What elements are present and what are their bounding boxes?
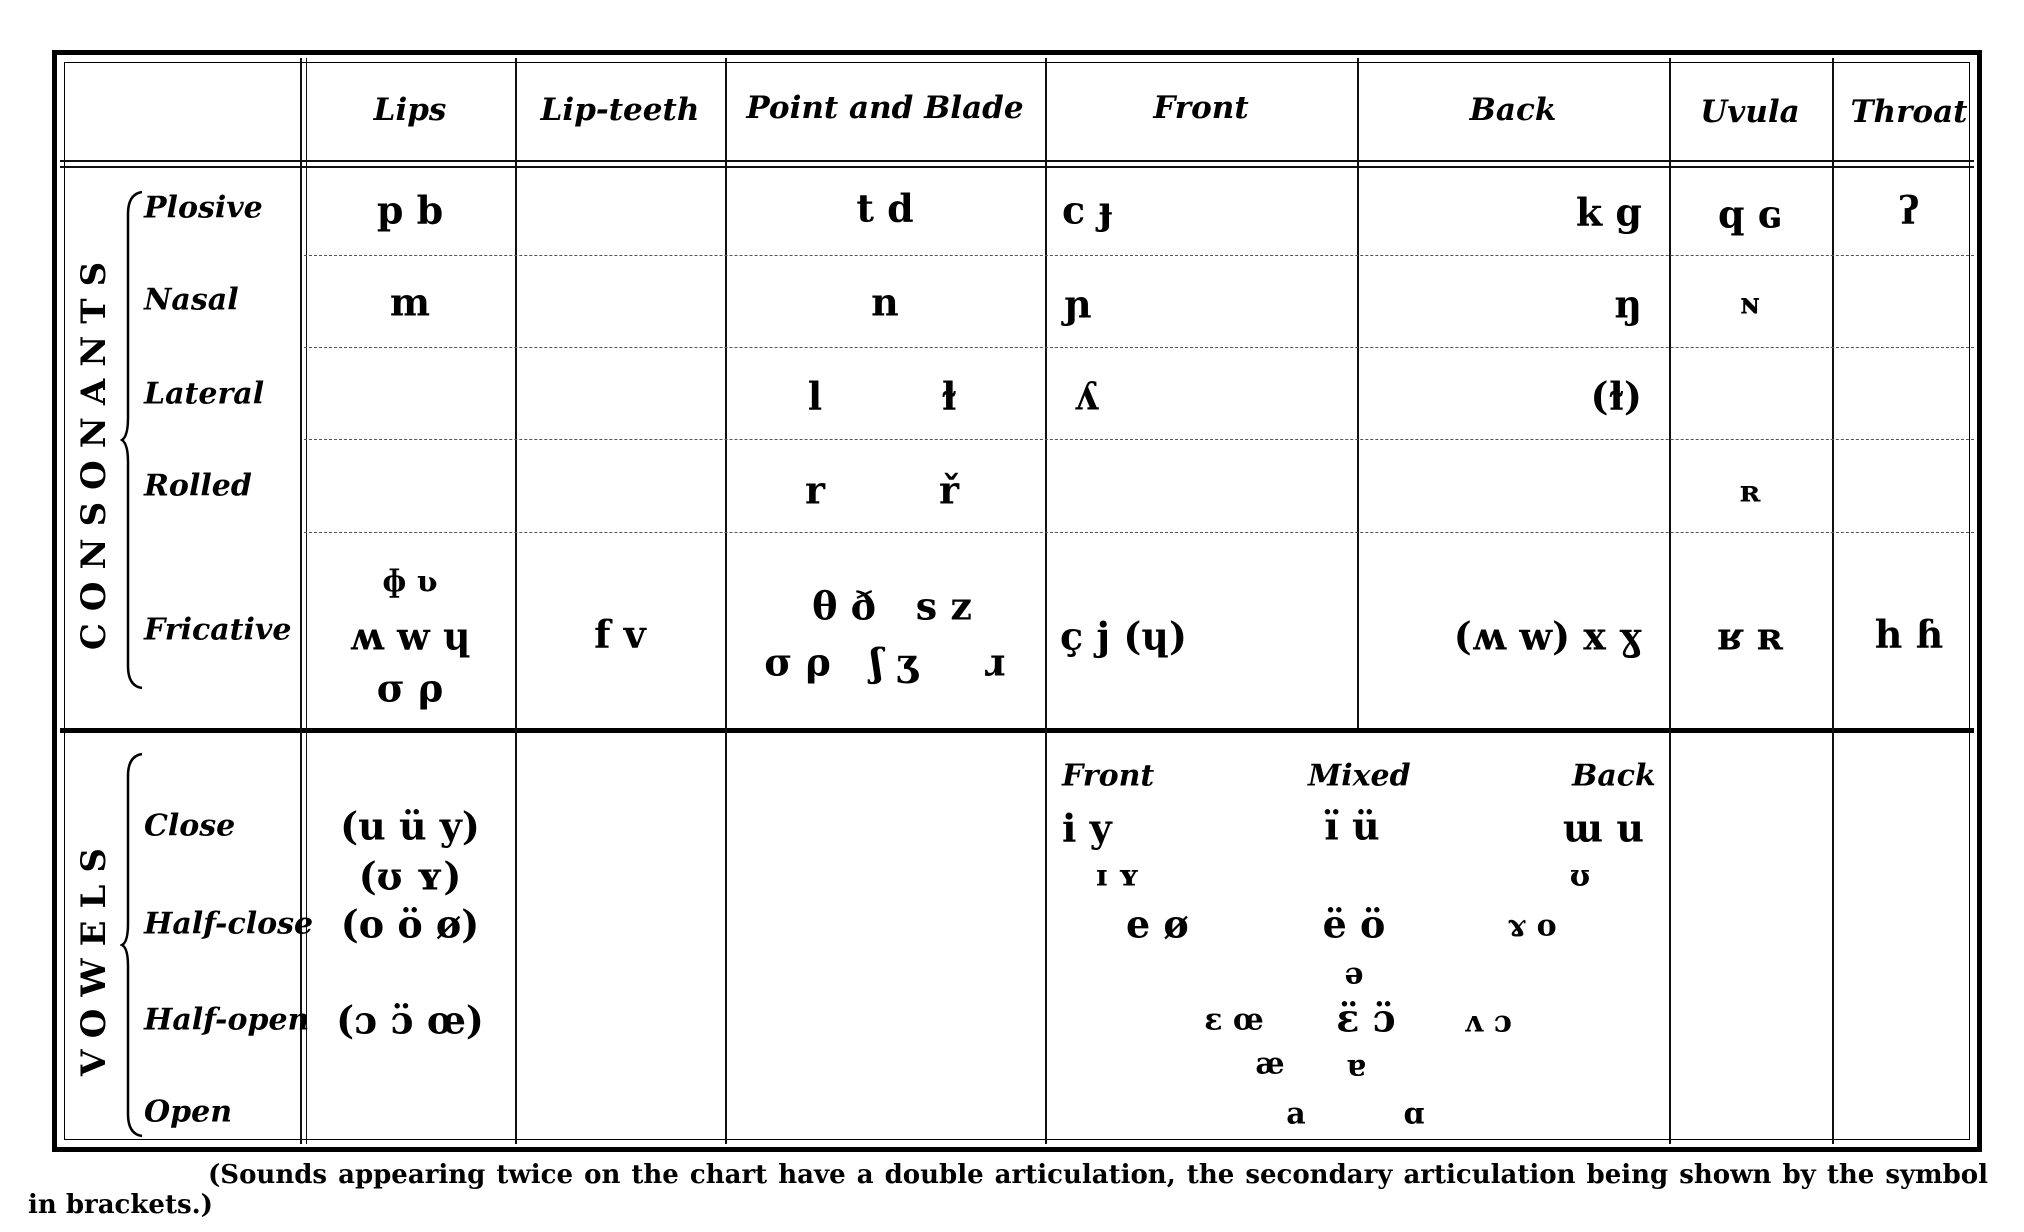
col-divider-point [1045,58,1047,1144]
vowel-half-open-mixed: ɛ̈ ɔ̈ [1336,995,1396,1041]
row-half-open: Half-open [144,1002,310,1038]
row-close: Close [144,808,236,844]
nasal-front: ɲ [1064,281,1092,327]
fricative-point-2: σ ρ ʃ ʒ ɹ [764,639,1006,685]
vowel-open-front: a [1286,1096,1306,1132]
vowel-half-open-back: ʌ ɔ [1464,1004,1512,1040]
col-divider-back [1669,58,1671,1144]
plosive-throat: ʔ [1898,187,1920,233]
vowel-near-open-front: æ [1255,1046,1285,1082]
header-divider [60,160,1974,162]
lateral-point-l: l [807,373,823,419]
vowel-subheader-mixed: Mixed [1308,758,1411,794]
chart-outer-border [52,50,1982,1152]
header-front: Front [1153,90,1249,126]
fricative-lipteeth: f v [594,611,646,657]
vowel-mid-schwa: ə [1344,956,1364,992]
vowel-lips-close-1: (u ü y) [340,803,480,849]
vowels-brace [120,752,146,1138]
lateral-front: ʎ [1074,373,1099,419]
nasal-back: ŋ [1614,281,1642,327]
rolled-uvula: ʀ [1739,474,1761,510]
col-divider-lipteeth [725,58,727,1144]
header-throat: Throat [1850,94,1968,130]
row-line-3 [304,439,1974,440]
vowel-half-close-back: ɤ o [1507,908,1557,944]
fricative-point-1: θ ð s z [812,583,972,629]
vowel-lips-half-open: (ɔ ɔ̈ œ) [336,997,484,1043]
vowel-lips-half-close: (o ö ø) [340,901,480,947]
vowel-near-close-back: ʊ [1569,858,1591,894]
row-lateral: Lateral [144,376,265,412]
fricative-front: ç j (ɥ) [1060,613,1187,659]
footnote-text: (Sounds appearing twice on the chart have a double articulation, the secondary articulation being shown by the symbol in brackets.) [28,1160,1988,1220]
header-divider-second [60,166,1974,168]
header-lips: Lips [373,92,447,128]
row-open: Open [144,1094,233,1130]
nasal-uvula: ɴ [1739,286,1761,322]
header-uvula: Uvula [1700,94,1800,130]
fricative-lips-3: σ ρ [376,665,444,711]
vowel-open-back: ɑ [1403,1096,1425,1132]
col-divider-front [1357,58,1359,728]
vowel-lips-close-2: (ʊ ʏ) [358,853,462,899]
vowel-half-close-mixed: ë ö [1322,901,1386,947]
row-line-4 [304,532,1974,533]
ipa-chart [52,50,1982,1152]
row-fricative: Fricative [144,612,292,648]
col-divider-labels [300,58,302,1144]
footnote [28,1160,1988,1220]
row-line-1 [304,255,1974,256]
header-point-blade: Point and Blade [746,90,1024,126]
row-rolled: Rolled [144,468,252,504]
fricative-lips-2: ʍ w ɥ [349,613,471,659]
fricative-lips-1: ɸ ʋ [382,564,438,600]
row-line-2 [304,347,1974,348]
lateral-point-dark-l: ɫ [941,373,957,419]
vowel-near-open-mixed: ɐ [1346,1048,1366,1084]
vowel-subheader-front: Front [1062,758,1155,794]
header-back: Back [1469,92,1557,128]
vowel-close-back: ɯ u [1562,805,1644,851]
nasal-lips: m [389,279,431,325]
fricative-throat: h ɦ [1874,611,1944,657]
rolled-point-r-caron: ř [938,467,960,513]
vowel-half-open-front: ɛ œ [1204,1002,1264,1038]
vowel-subheader-back: Back [1572,758,1656,794]
fricative-back: (ʍ w) x ɣ [1453,613,1642,659]
plosive-uvula: q ɢ [1717,191,1783,237]
vowel-half-close-front: e ø [1126,901,1189,947]
consonants-side-label: CONSONANTS [74,249,114,651]
nasal-point: n [871,279,899,325]
col-divider-uvula [1832,58,1834,1144]
row-half-close: Half-close [144,906,314,942]
vowel-close-mixed: ï ü [1324,803,1380,849]
plosive-back: k g [1575,189,1642,235]
plosive-point: t d [856,185,914,231]
vowel-close-front: i y [1062,805,1112,851]
header-lip-teeth: Lip-teeth [540,92,700,128]
plosive-lips: p b [376,187,444,233]
plosive-front: c ɟ [1062,187,1114,233]
row-plosive: Plosive [144,190,263,226]
col-divider-lips [515,58,517,1144]
consonants-brace [120,190,146,690]
lateral-back: (ɫ) [1590,373,1642,419]
vowel-near-close-front: ɪ ʏ [1096,858,1140,894]
rolled-point-r: r [804,467,826,513]
fricative-uvula: ʁ ʀ [1717,613,1783,659]
vowels-side-label: VOWELS [74,836,114,1076]
row-nasal: Nasal [144,282,239,318]
section-divider [60,728,1974,733]
